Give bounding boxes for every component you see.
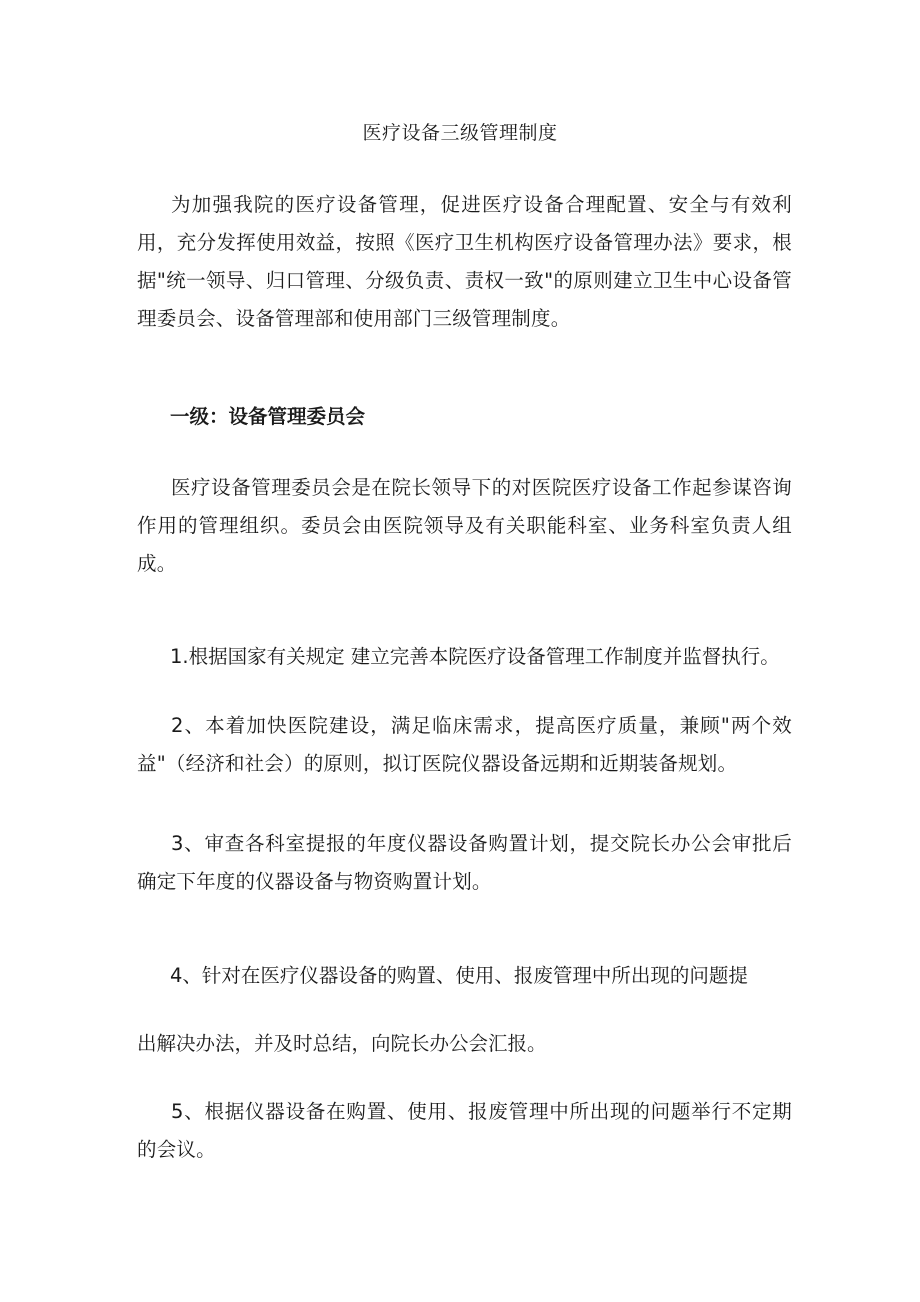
- level1-description: 医疗设备管理委员会是在院长领导下的对医院医疗设备工作起参谋咨询作用的管理组织。委员会由医院领导及有关职能科室、业务科室负责人组成。: [137, 476, 792, 575]
- list-item-3: 3、审查各科室提报的年度仪器设备购置计划，提交院长办公会审批后确定下年度的仪器设备与物资购置计划。: [137, 832, 792, 893]
- list-item-5: 5、根据仪器设备在购置、使用、报废管理中所出现的问题举行不定期的会议。: [137, 1100, 792, 1161]
- list-item-1: 1.根据国家有关规定 建立完善本院医疗设备管理工作制度并监督执行。: [170, 645, 780, 668]
- list-item-4-line-1: 4、针对在医疗仪器设备的购置、使用、报废管理中所出现的问题提: [170, 964, 748, 987]
- document-title: 医疗设备三级管理制度: [362, 122, 558, 144]
- intro-paragraph: 为加强我院的医疗设备管理，促进医疗设备合理配置、安全与有效利用，充分发挥使用效益，按照《医疗卫生机构医疗设备管理办法》要求，根据"统一领导、归口管理、分级负责、责权一致"的原则建立卫生中心设备管理委员会、设备管理部和使用部门三级管理制度。: [137, 193, 792, 330]
- list-item-4-line-2: 出解决办法，并及时总结，向院长办公会汇报。: [137, 1032, 547, 1055]
- list-item-2: 2、本着加快医院建设，满足临床需求，提高医疗质量，兼顾"两个效益"（经济和社会）的原则，拟订医院仪器设备远期和近期装备规划。: [137, 714, 792, 775]
- level1-heading: 一级：设备管理委员会: [170, 405, 366, 428]
